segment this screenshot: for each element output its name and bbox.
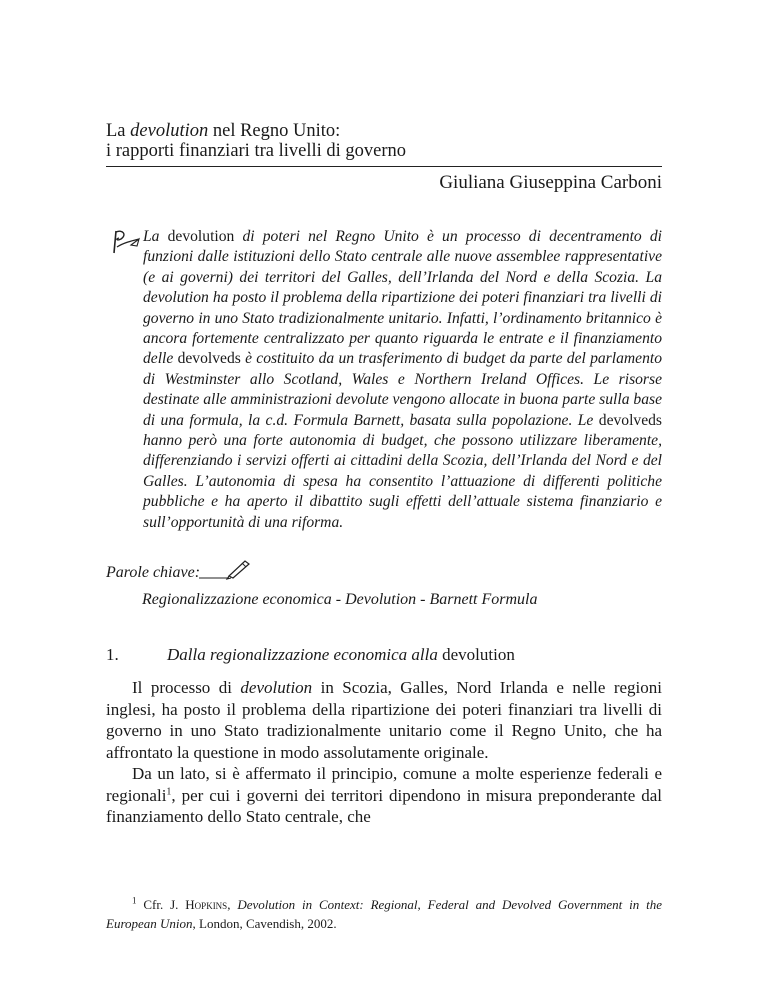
footnote: $^1$ Cfr. J. Hopkins, Devolution in Context: Regional, Federal and Devolved Government in the European Union, London, Cavendish, 2002. [106, 895, 662, 931]
abstract: La devolution di poteri nel Regno Unito è un processo di decentramento di funzioni dalle istituzioni dello Stato centrale alle nuove assemblee rappresentative (e ai governi) dei territori del Galles, dell’Irlanda del Nord e della Scozia. La devolution ha posto il problema della ripartizione dei poteri finanziari tra livelli di governo in uno Stato tradizionalmente unitario. Infatti, l’ordinamento britannico è ancora fortemente centralizzato per quanto riguarda le entrate e il finanziamento delle devolveds è costituito da un trasferimento di budget da parte del parlamento di Westminster allo Scotland, Wales e Northern Ireland Offices. Le risorse destinate alle amministrazioni devolute vengono allocate in buona parte sulla base di una formula, la c.d. Formula Barnett, basata sulla popolazione. Le devolveds hanno però una forte autonomia di budget, che possono utilizzare liberamente, differenziando i servizi offerti ai cittadini della Scozia, dell’Irlanda del Nord e del Galles. L’autonomia di spesa ha consentito l’attuazione di differenti politiche pubbliche e ha aperto il dibattito sugli effetti dell’attuale sistema finanziario e sull’opportunità di una riforma. [143, 228, 663, 531]
keywords-label: Parole chiave: [106, 564, 201, 581]
paragraph: Da un lato, si è affermato il principio, comune a molte esperienze federali e regionali$^1$, per cui i governi dei territori dipendono in misura preponderante dal finanziamento dello Stato centrale, che [106, 764, 662, 826]
title-emphasis: devolution [130, 121, 209, 141]
signature-pen-icon [111, 229, 141, 255]
article-title [106, 121, 656, 161]
title-rule [106, 166, 662, 167]
footnote-mark: 1 [132, 895, 137, 906]
title-line-2: i rapporti finanziari tra livelli di governo [106, 141, 407, 161]
section-number: 1. [106, 645, 119, 664]
body-text [106, 677, 662, 828]
fountain-pen-icon [199, 558, 251, 580]
paragraph: Il processo di devolution in Scozia, Galles, Nord Irlanda e nelle regioni inglesi, ha posto il problema della ripartizione dei poteri finanziari tra livelli di governo in uno Stato tradizionalmente unitario come il Regno Unito, che ha affrontato la questione in modo assolutamente originale. [106, 678, 662, 762]
keywords-list: Regionalizzazione economica - Devolution - Barnett Formula [142, 591, 538, 608]
title-line-1: La devolution nel Regno Unito: [106, 121, 341, 141]
author-name: Giuliana Giuseppina Carboni [439, 172, 662, 193]
section-title: Dalla regionalizzazione economica alla devolution [167, 645, 515, 664]
footnote-ref: 1 [166, 785, 172, 797]
